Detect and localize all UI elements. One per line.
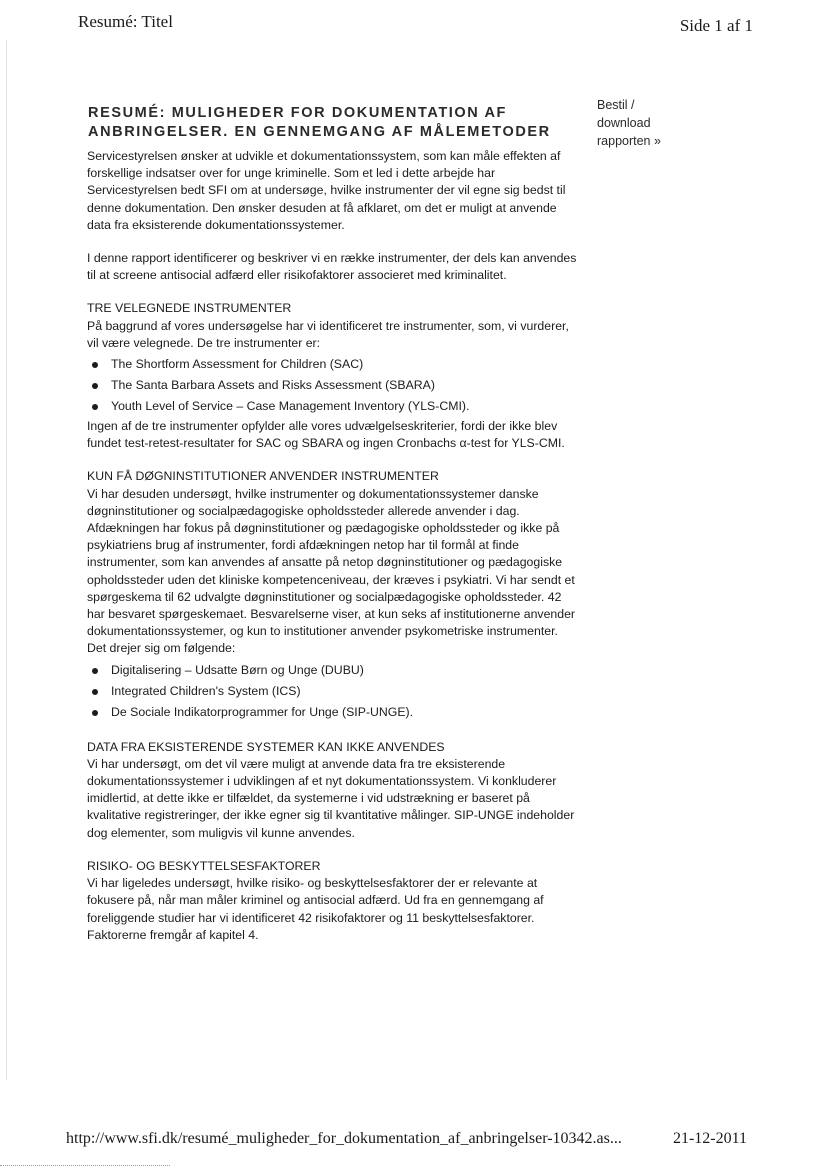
article-body [87,148,577,960]
page-title: RESUMÉ: MULIGHEDER FOR DOKUMENTATION AF ANBRINGELSER. EN GENNEMGANG AF MÅLEMETODER [88,104,551,140]
print-footer-date: 21-12-2011 [672,1130,747,1147]
list-item: The Santa Barbara Assets and Risks Assessment (SBARA) [87,375,577,396]
list-item: Digitalisering – Udsatte Børn og Unge (DUBU) [87,660,577,681]
section-paragraph: På baggrund af vores undersøgelse har vi identificeret tre instrumenter, som, vi vurderer, vil være velegnede. De tre instrumenter er: [87,318,569,350]
list-item: Integrated Children's System (ICS) [87,681,577,702]
section-paragraph: Vi har undersøgt, om det vil være muligt at anvende data fra tre eksisterende dokumentationssystemer i udviklingen af et nyt dokumentationssystem. Vi konkluderer imidlertid, at dette ikke er tilfældet, da systemerne i vid udstrækning er baseret på kvalitative registreringer, der ikke egner sig til kvantitative målinger. SIP-UNGE indeholder dog elementer, som muligvis vil kunne anvendes. [87,756,575,840]
list-item: The Shortform Assessment for Children (SAC) [87,354,577,375]
instrument-list [87,354,577,417]
scan-edge-line [6,40,7,1080]
intro-paragraph-1: Servicestyrelsen ønsker at udvikle et dokumentationssystem, som kan måle effekten af forskellige indsatser over for unge kriminelle. Som et led i dette arbejde har Servicestyrelsen bedt SFI om at undersøge, hvilke instrumenter der vil egne sig bedst til denne dokumentation. Den ønsker desuden at få afklaret, om det er muligt at anvende data fra eksisterende dokumentationssystemer. [87,149,566,232]
section-paragraph: Vi har ligeledes undersøgt, hvilke risiko- og beskyttelsesfaktorer der er relevante at fokusere på, når man måler kriminel og antisocial adfærd. Ud fra en gennemgang af foreliggende studier har vi identificeret 42 risikofaktorer og 11 beskyttelsesfaktorer. Faktorerne fremgår af kapitel 4. [87,876,544,942]
section-risk-factors [87,858,577,944]
section-heading: RISIKO- OG BESKYTTELSESFAKTORER [87,858,321,873]
system-list [87,660,577,723]
section-heading: KUN FÅ DØGNINSTITUTIONER ANVENDER INSTRUMENTER [87,469,439,484]
section-instruments [87,300,577,452]
order-download-report-link[interactable]: Bestil / download rapporten » [597,98,661,148]
list-item: Youth Level of Service – Case Management Inventory (YLS-CMI). [87,396,577,417]
section-paragraph: Ingen af de tre instrumenter opfylder alle vores udvælgelseskriterier, fordi der ikke blev fundet test-retest-resultater for SAC og SBARA og ingen Cronbachs α-test for YLS-CMI. [87,419,565,451]
intro-paragraph-2: I denne rapport identificerer og beskriver vi en række instrumenter, der dels kan anvendes til at screene antisocial adfærd eller risikofaktorer associeret med kriminalitet. [87,251,577,283]
section-heading: TRE VELEGNEDE INSTRUMENTER [87,301,292,316]
print-header-page-number: Side 1 af 1 [679,16,753,35]
section-institutions [87,468,577,722]
list-item: De Sociale Indikatorprogrammer for Unge (SIP-UNGE). [87,702,577,723]
scan-bottom-edge [0,1165,170,1166]
section-heading: DATA FRA EKSISTERENDE SYSTEMER KAN IKKE ANVENDES [87,739,445,754]
section-paragraph: Vi har desuden undersøgt, hvilke instrumenter og dokumentationssystemer danske døgninstitutioner og socialpædagogiske opholdssteder allerede anvender i dag. Afdækningen har fokus på døgninstitutioner og pædagogiske opholdssteder og ikke på psykiatriens brug af instrumenter, fordi afdækningen netop har til formål at finde instrumenter, som kan anvendes af ansatte på netop døgninstitutioner og pædagogiske opholdssteder uden det kliniske kompetenceniveau, der kræves i psykiatri. Vi har sendt et spørgeskema til 62 udvalgte døgninstitutioner og socialpædagogiske opholdssteder. 42 har besvaret spørgeskemaet. Besvarelserne viser, at kun seks af institutionerne anvender dokumentationssystemer, og kun to institutioner anvender psykometriske instrumenter. Det drejer sig om følgende: [87,486,576,656]
print-header-title: Resumé: Titel [78,12,173,31]
print-footer-url: http://www.sfi.dk/resumé_muligheder_for_dokumentation_af_anbringelser-10342.as... [66,1130,622,1147]
section-existing-data [87,739,577,842]
